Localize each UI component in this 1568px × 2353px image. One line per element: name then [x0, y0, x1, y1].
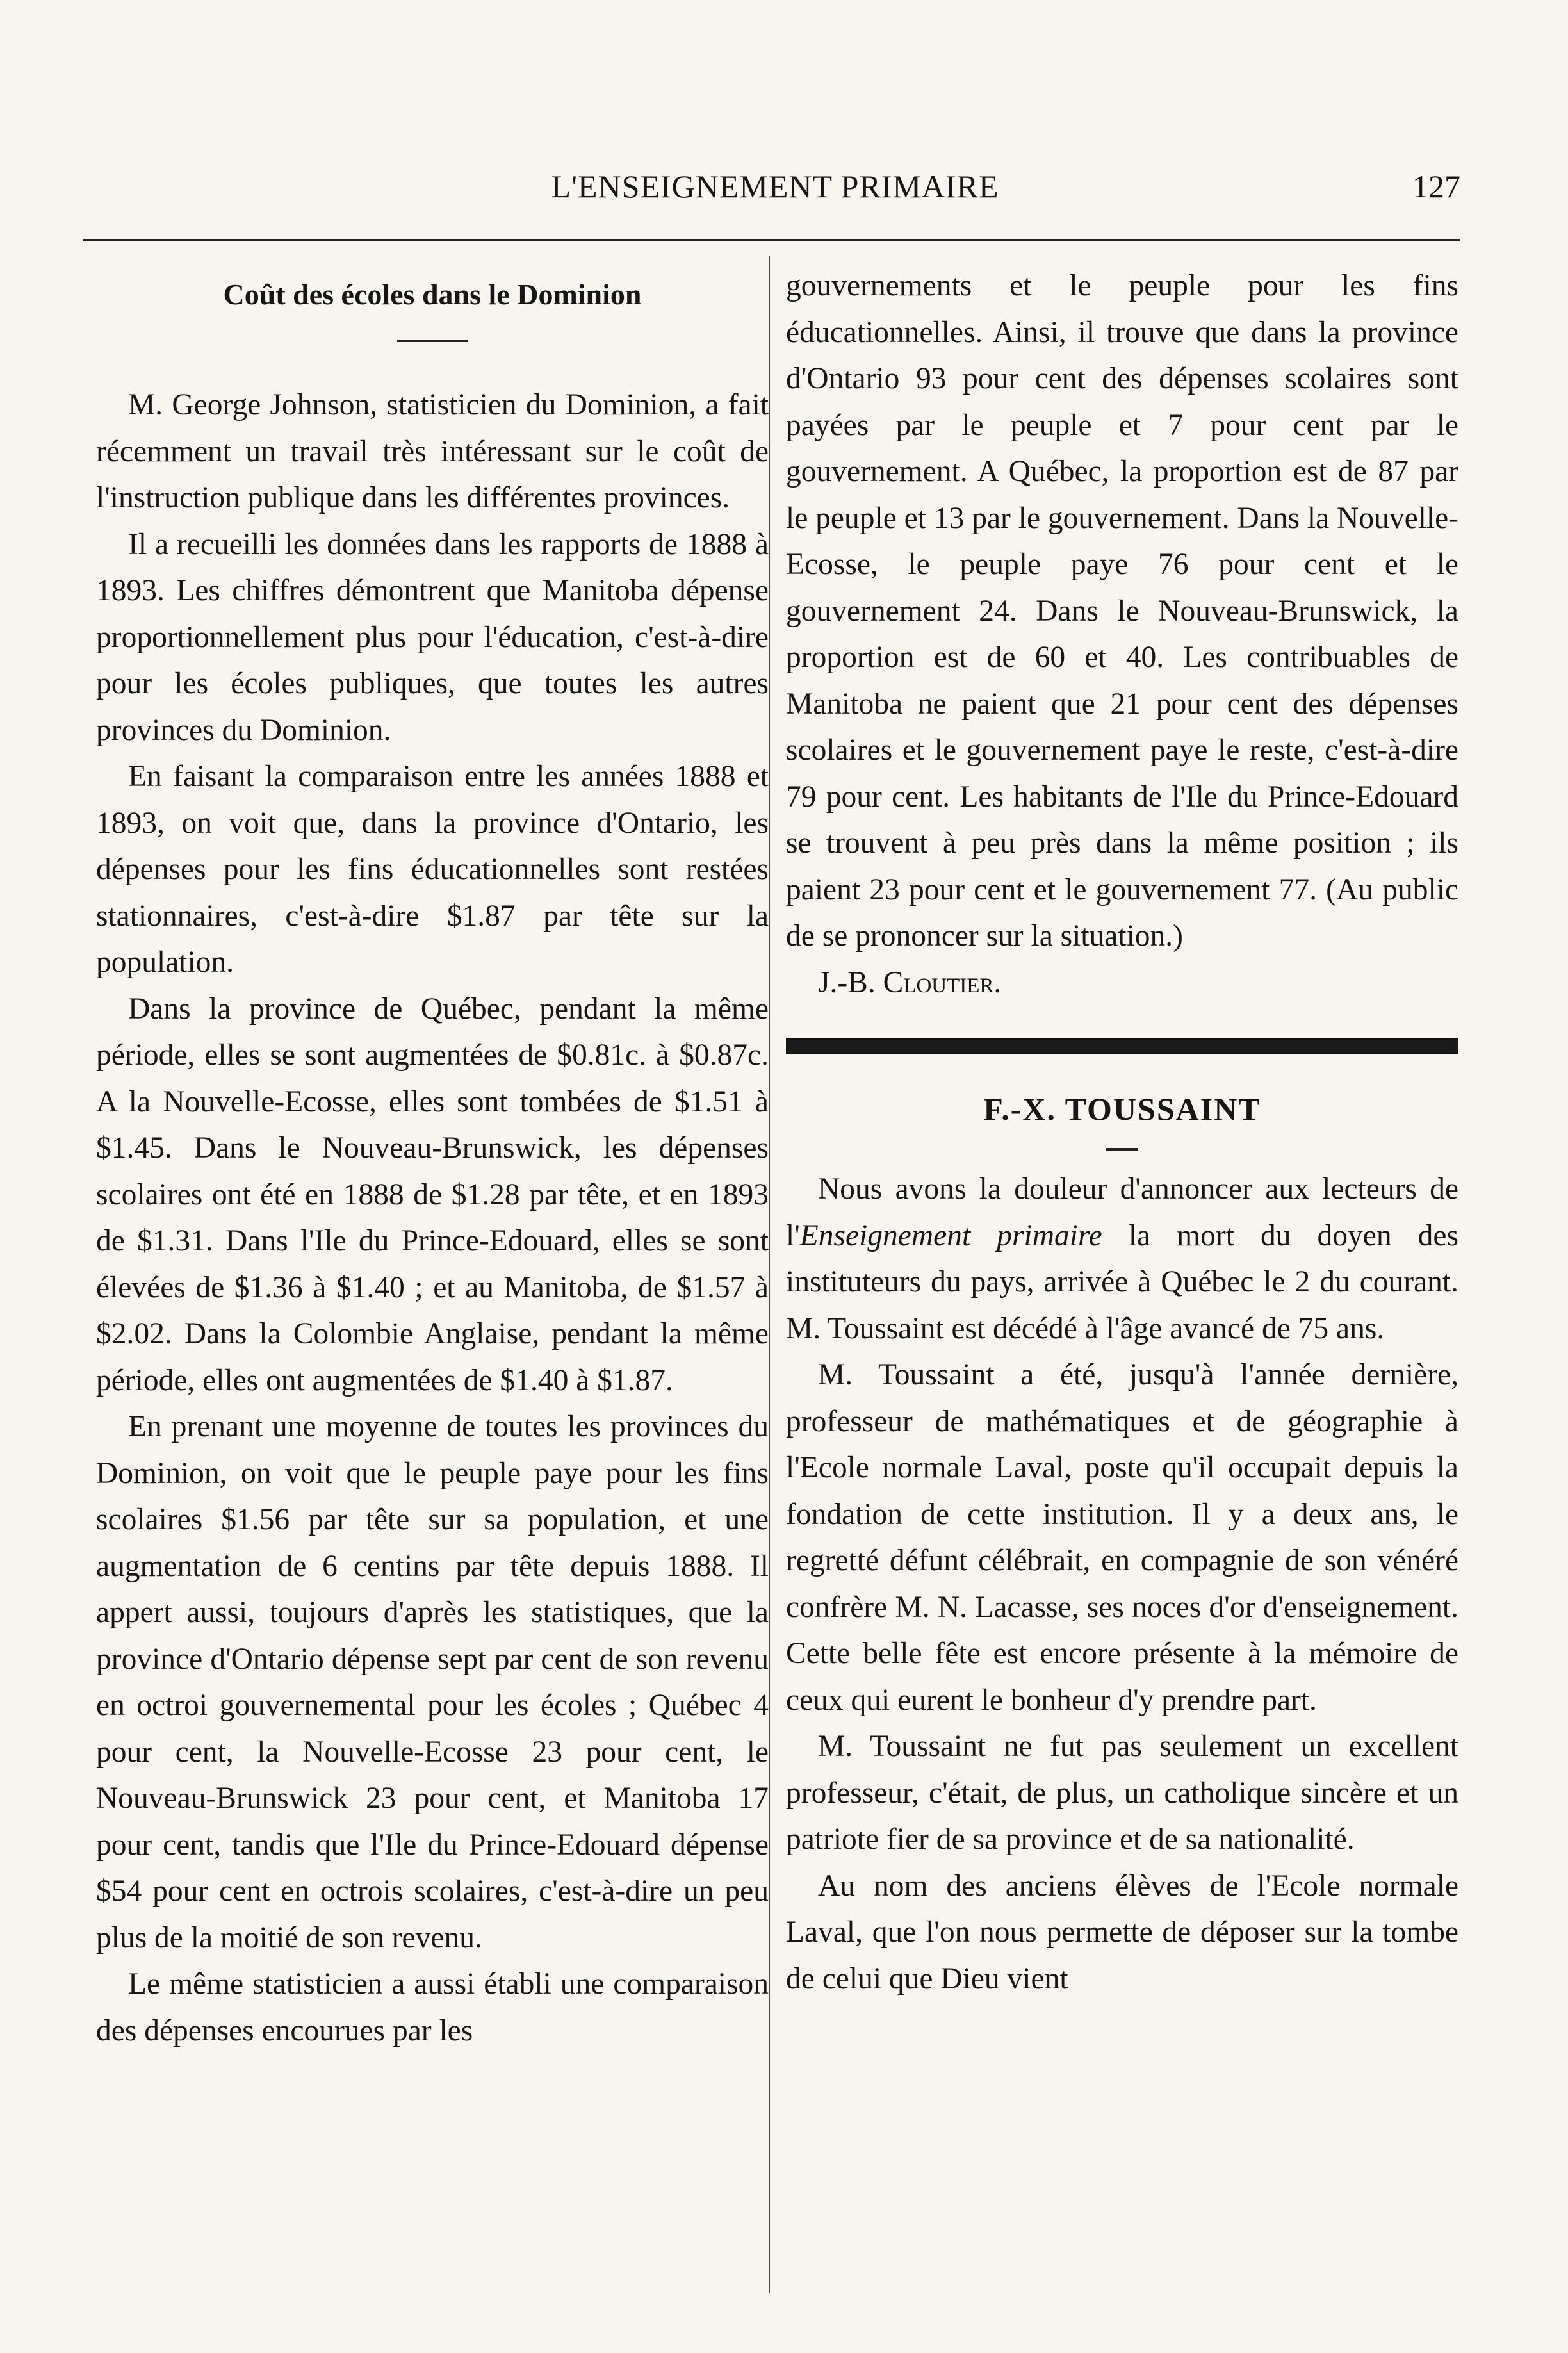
paragraph: M. Toussaint a été, jusqu'à l'année dernière, professeur de mathématiques et de géographie à l'Ecole normale Laval, poste qu'il occupait depuis la fondation de cette institution. Il y a deux ans, le regretté défunt célébrait, en compagnie de son vénéré confrère M. N. Lacasse, ses noces d'or d'enseignement. Cette belle fête est encore présente à la mémoire de ceux qui eurent le bonheur d'y prendre part.	[786, 1358, 1458, 1717]
paragraph	[786, 1166, 1458, 1352]
paragraph: Le même statisticien a aussi établi une comparaison des dépenses encourues par les	[96, 1967, 769, 2047]
header-rule	[83, 239, 1460, 241]
left-column	[96, 263, 769, 2054]
text-run: Nous avons la douleur d'annoncer aux lecteurs de l'	[786, 1172, 1458, 1252]
paragraph-continuation: gouvernements et le peuple pour les fins éducationnelles. Ainsi, il trouve que dans la province d'Ontario 93 pour cent des dépenses scolaires sont payées par le peuple et 7 pour cent par le gouvernement. A Québec, la proportion est de 87 par le peuple et 13 par le gouvernement. Dans la Nouvelle-Ecosse, le peuple paye 76 pour cent et le gouvernement 24. Dans le Nouveau-Brunswick, la proportion est de 60 et 40. Les contribuables de Manitoba ne paient que 21 pour cent des dépenses scolaires et le gouvernement paye le reste, c'est-à-dire 79 pour cent. Les habitants de l'Ile du Prince-Edouard se trouvent à peu près dans la même position ; ils paient 23 pour cent et le gouvernement 77. (Au public de se prononcer sur la situation.)	[786, 269, 1458, 953]
article-title: Coût des écoles dans le Dominion	[223, 278, 642, 311]
paragraph: M. George Johnson, statisticien du Dominion, a fait récemment un travail très intéressant sur le coût de l'instruction publique dans les différentes provinces.	[96, 388, 769, 514]
right-column	[786, 263, 1458, 2002]
paragraph: Dans la province de Québec, pendant la même période, elles se sont augmentées de $0.81c. à $0.87c. A la Nouvelle-Ecosse, elles sont tombées de $1.51 à $1.45. Dans le Nouveau-Brunswick, les dépenses scolaires ont été en 1888 de $1.28 par tête, et en 1893 de $1.31. Dans l'Ile du Prince-Edouard, elles se sont élevées de $1.36 à $1.40 ; et au Manitoba, de $1.57 à $2.02. Dans la Colombie Anglaise, pendant la même période, elles ont augmentées de $1.40 à $1.87.	[96, 992, 769, 1397]
paragraph: En faisant la comparaison entre les années 1888 et 1893, on voit que, dans la province d'Ontario, les dépenses pour les fins éducationnelles sont restées stationnaires, c'est-à-dire $1.87 par tête sur la population.	[96, 760, 769, 979]
paragraph: M. Toussaint ne fut pas seulement un excellent professeur, c'était, de plus, un catholique sincère et un patriote fier de sa province et de sa nationalité.	[786, 1730, 1458, 1856]
publication-title: Enseignement primaire	[799, 1218, 1102, 1252]
obituary-title: F.-X. TOUSSAINT	[983, 1091, 1261, 1127]
page-number: 127	[1412, 168, 1460, 204]
title-rule	[397, 340, 468, 342]
paragraph: En prenant une moyenne de toutes les provinces du Dominion, on voit que le peuple paye pour les fins scolaires $1.56 par tête sur sa population, et une augmentation de 6 centins par tête depuis 1888. Il appert aussi, toujours d'après les statistiques, que la province d'Ontario dépense sept par cent de son revenu en octroi gouvernemental pour les écoles ; Québec 4 pour cent, la Nouvelle-Ecosse 23 pour cent, le Nouveau-Brunswick 23 pour cent, et Manitoba 17 pour cent, tandis que l'Ile du Prince-Edouard dépense $54 pour cent en octrois scolaires, c'est-à-dire un peu plus de la moitié de son revenu.	[96, 1410, 769, 1955]
paragraph: Au nom des anciens élèves de l'Ecole normale Laval, que l'on nous permette de déposer sur la tombe de celui que Dieu vient	[786, 1869, 1458, 1996]
page-header	[90, 168, 1460, 213]
running-title: L'ENSEIGNEMENT PRIMAIRE	[551, 168, 999, 204]
signature: J.-B. Cloutier.	[818, 965, 1002, 999]
text-run: la mort du doyen des instituteurs du pays, arrivée à Québec le 2 du courant. M. Toussaint est décédé à l'âge avancé de 75 ans.	[786, 1218, 1458, 1345]
section-separator	[786, 1038, 1458, 1054]
paragraph: Il a recueilli les données dans les rapports de 1888 à 1893. Les chiffres démontrent que Manitoba dépense proportionnellement plus pour l'éducation, c'est-à-dire pour les écoles publiques, que toutes les autres provinces du Dominion.	[96, 527, 769, 747]
column-divider	[769, 256, 770, 2293]
title-rule	[1106, 1148, 1138, 1151]
